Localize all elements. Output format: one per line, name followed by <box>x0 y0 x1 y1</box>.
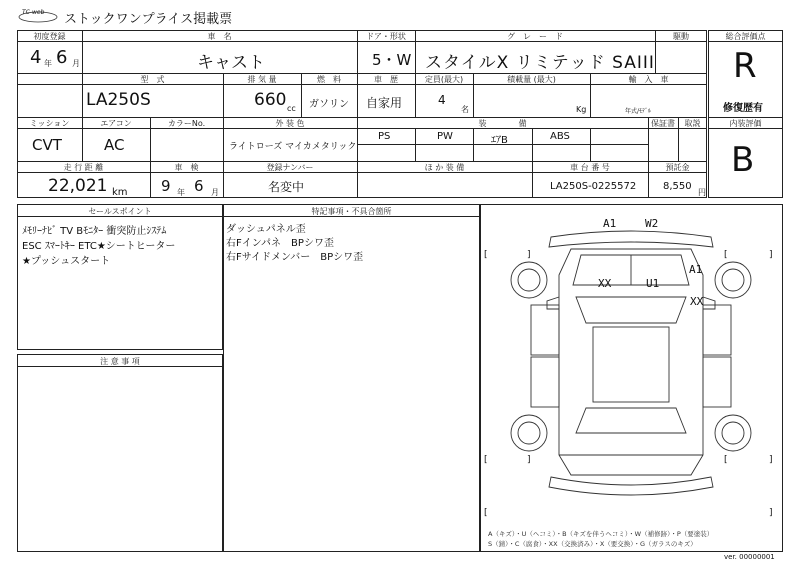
bracket-marker: [ <box>724 250 728 260</box>
special-notes-label: 特記事項・不具合箇所 <box>311 207 392 216</box>
model-name-value: キャスト <box>197 53 265 73</box>
label-history: 車 歴 <box>374 75 398 84</box>
chassis-value: LA250S-0225572 <box>550 181 637 192</box>
diagram-legend: S（錆）・C（腐食）・XX（交換済み）・X（要交換）・G（ガラスのキズ） <box>488 540 697 548</box>
sales-points-label: セールスポイント <box>88 207 152 216</box>
exterior-value: ライトローズ マイカメタリック <box>229 142 357 152</box>
damage-mark: XX <box>598 277 612 290</box>
label-displacement: 排 気 量 <box>247 75 277 84</box>
first-reg-year: 4 <box>30 47 42 68</box>
mission-value: CVT <box>32 136 62 154</box>
label-model-name: 車 名 <box>207 32 232 41</box>
load-unit: Kg <box>576 105 587 114</box>
model-code-value: LA250S <box>86 90 151 110</box>
label-drive: 駆動 <box>673 32 689 41</box>
fuel-value: ガソリン <box>309 99 349 110</box>
first-reg-year-unit: 年 <box>44 59 52 68</box>
page-title: ストックワンプライス掲載票 <box>64 12 233 27</box>
damage-mark: XX <box>690 295 704 308</box>
notes-box <box>17 354 223 552</box>
import-note: 年式/ﾓﾃﾞﾙ <box>625 108 652 115</box>
bracket-marker: ] <box>769 508 773 518</box>
notes-label: 注 意 事 項 <box>100 357 140 366</box>
bracket-marker: [ <box>724 455 728 465</box>
equip-ps: PS <box>378 131 391 142</box>
label-reg-number: 登録ナンバー <box>266 163 314 172</box>
damage-mark: U1 <box>646 277 660 290</box>
special-note-line: 右Fインパネ BPシワ歪 <box>226 238 334 249</box>
label-mileage: 走 行 距 離 <box>63 163 104 172</box>
capacity-unit: 名 <box>461 105 469 114</box>
first-reg-month: 6 <box>56 47 68 68</box>
reg-number-value: 名変中 <box>268 180 305 194</box>
label-warranty: 保証書 <box>651 119 675 128</box>
inspection-month-unit: 月 <box>211 188 219 197</box>
displacement-value: 660 <box>254 90 287 110</box>
bracket-marker: ] <box>527 455 531 465</box>
aircon-value: AC <box>104 136 125 154</box>
grade-value: スタイルX リミテッド SAIII <box>425 53 655 73</box>
logo-text: TC-web <box>22 9 45 16</box>
interior-rating: B <box>731 140 755 180</box>
damage-mark: W2 <box>645 217 659 230</box>
label-grade: グ レ ー ド <box>507 32 563 41</box>
equip-abs: ABS <box>550 131 570 142</box>
equip-pw: PW <box>437 131 453 142</box>
label-model-code: 型 式 <box>140 75 165 84</box>
special-note-line: 右Fサイドメンバー BPシワ歪 <box>226 252 364 263</box>
label-door: ドア・形状 <box>366 32 406 41</box>
sales-point-line: ESC ｽﾏｰﾄｷｰ ETC★シートヒーター <box>22 241 176 252</box>
label-interior-rating: 内装評価 <box>729 119 762 128</box>
label-import: 輸 入 車 <box>628 75 669 84</box>
bracket-marker: ] <box>769 250 773 260</box>
label-extra-equip: ほ か 装 備 <box>424 163 465 172</box>
damage-mark: A1 <box>689 263 703 276</box>
capacity-value: 4 <box>438 93 446 107</box>
sales-point-line: ﾒﾓﾘｰﾅﾋﾞ TV Bﾓﾆﾀｰ 衝突防止ｼｽﾃﾑ <box>22 226 167 237</box>
label-color-no: カラーNo. <box>167 119 206 128</box>
label-aircon: エアコン <box>100 119 132 128</box>
label-load: 積載量 (最大) <box>507 75 556 84</box>
bracket-marker: [ <box>484 250 488 260</box>
logo <box>18 8 62 22</box>
mileage-unit: km <box>112 187 128 198</box>
door-value: 5・W <box>372 51 412 69</box>
sales-point-line: ★プッシュスタート <box>22 256 111 267</box>
equip-airbag: ｴｱB <box>491 135 508 146</box>
label-equipment: 装 備 <box>478 119 527 128</box>
overall-rating-note: 修復歴有 <box>723 103 763 114</box>
inspection-month: 6 <box>194 177 204 195</box>
bracket-marker: [ <box>484 508 488 518</box>
recycle-value: 8,550 <box>663 181 692 192</box>
bracket-marker: ] <box>769 455 773 465</box>
overall-rating: R <box>733 46 757 86</box>
bracket-marker: [ <box>484 455 488 465</box>
label-inspection: 車 検 <box>174 163 199 172</box>
diagram-legend: A（キズ）・U（ヘコミ）・B（キズを伴うヘコミ）・W（補修跡）・P（要塗装） <box>488 530 714 538</box>
mileage-value: 22,021 <box>48 176 108 196</box>
label-overall-rating: 総合評価点 <box>725 32 766 41</box>
label-capacity: 定員(最大) <box>424 75 464 84</box>
label-fuel: 燃 料 <box>317 75 341 84</box>
version-label: ver. 00000001 <box>724 553 775 561</box>
damage-mark: A1 <box>603 217 617 230</box>
label-recycle: 預託金 <box>665 163 690 172</box>
special-note-line: ダッシュパネル歪 <box>226 224 306 235</box>
inspection-year-unit: 年 <box>177 188 185 197</box>
bracket-marker: ] <box>527 250 531 260</box>
inspection-year: 9 <box>161 177 171 195</box>
first-reg-month-unit: 月 <box>72 59 80 68</box>
label-chassis: 車 台 番 号 <box>570 163 610 172</box>
recycle-unit: 円 <box>698 188 706 197</box>
displacement-unit: cc <box>287 104 296 113</box>
label-first-reg: 初度登録 <box>33 32 66 41</box>
label-manual: 取説 <box>684 119 701 128</box>
history-value: 自家用 <box>366 96 403 110</box>
label-exterior: 外 装 色 <box>275 119 305 128</box>
label-mission: ミッション <box>29 119 70 128</box>
